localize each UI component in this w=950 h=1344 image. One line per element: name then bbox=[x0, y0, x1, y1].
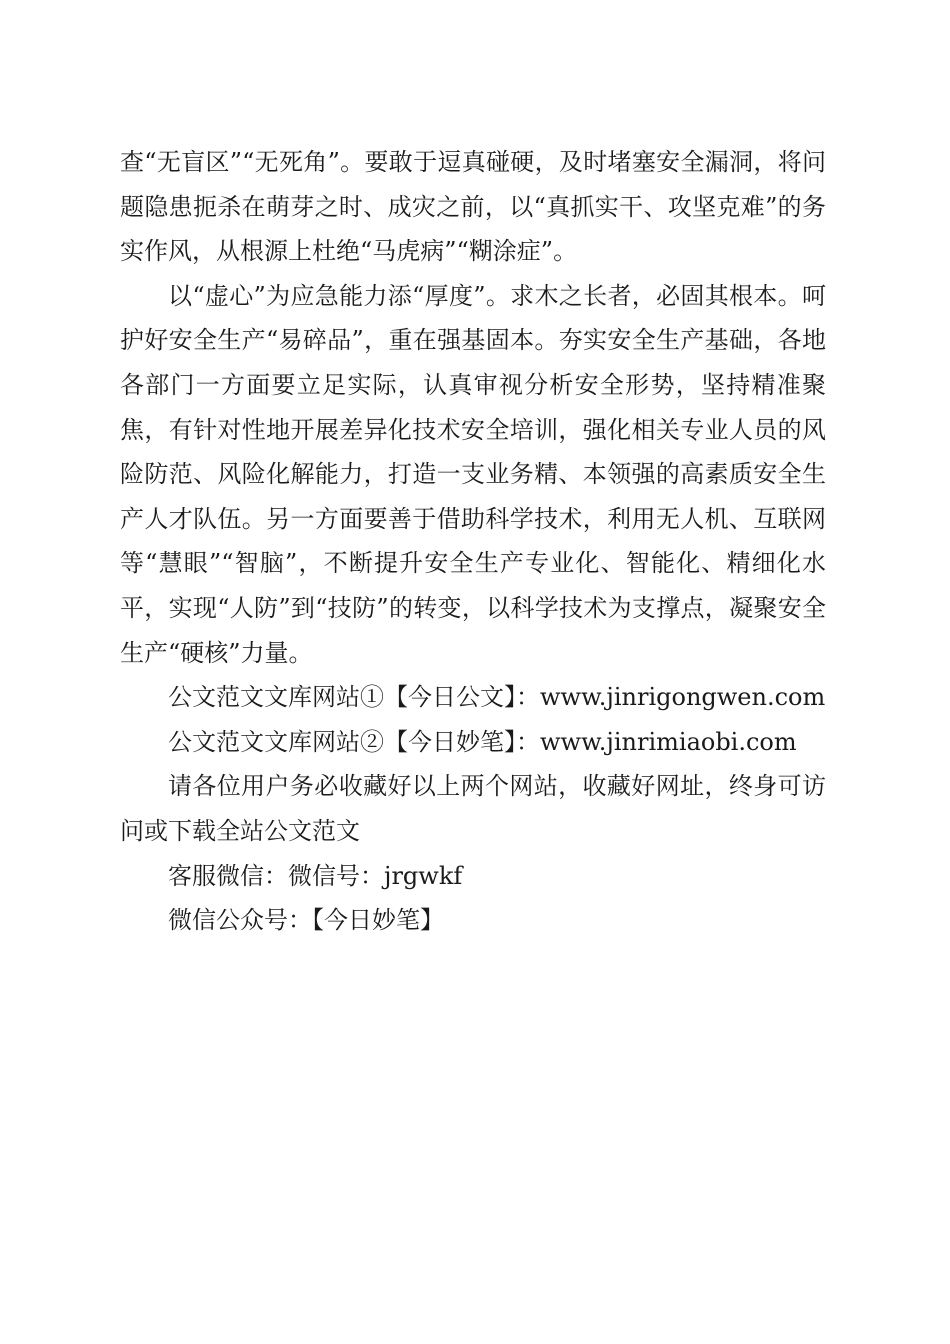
paragraph-safety-inspection: 查“无盲区”“无死角”。要敢于逗真碰硬，及时堵塞安全漏洞，将问题隐患扼杀在萌芽之时、成灾之前，以“真抓实干、攻坚克难”的务实作风，从根源上杜绝“马虎病”“糊涂症”。 bbox=[120, 148, 826, 266]
paragraph-bookmark-notice: 请各位用户务必收藏好以上两个网站，收藏好网址，终身可访问或下载全站公文范文 bbox=[120, 772, 826, 845]
paragraph-emergency-capability: 以“虚心”为应急能力添“厚度”。求木之长者，必固其根本。呵护好安全生产“易碎品”，重在强基固本。夯实安全生产基础，各地各部门一方面要立足实际，认真审视分析安全形势，坚持精准聚焦，有针对性地开展差异化技术安全培训，强化相关专业人员的风险防范、风险化解能力，打造一支业务精、本领强的高素质安全生产人才队伍。另一方面要善于借助科学技术，利用无人机、互联网等“慧眼”“智脑”，不断提升安全生产专业化、智能化、精细化水平，实现“人防”到“技防”的转变，以科学技术为支撑点，凝聚安全生产“硬核”力量。 bbox=[120, 281, 826, 667]
paragraph-website-jinrigongwen: 公文范文文库网站①【今日公文】：www.jinrigongwen.com bbox=[168, 683, 826, 712]
paragraph-website-jinrimiaobi: 公文范文文库网站②【今日妙笔】：www.jinrimiaobi.com bbox=[168, 727, 797, 756]
document-body bbox=[120, 140, 826, 943]
paragraph-wechat-official-account: 微信公众号：【今日妙笔】 bbox=[168, 906, 444, 935]
paragraph-customer-service-wechat: 客服微信：微信号：jrgwkf bbox=[168, 861, 463, 890]
